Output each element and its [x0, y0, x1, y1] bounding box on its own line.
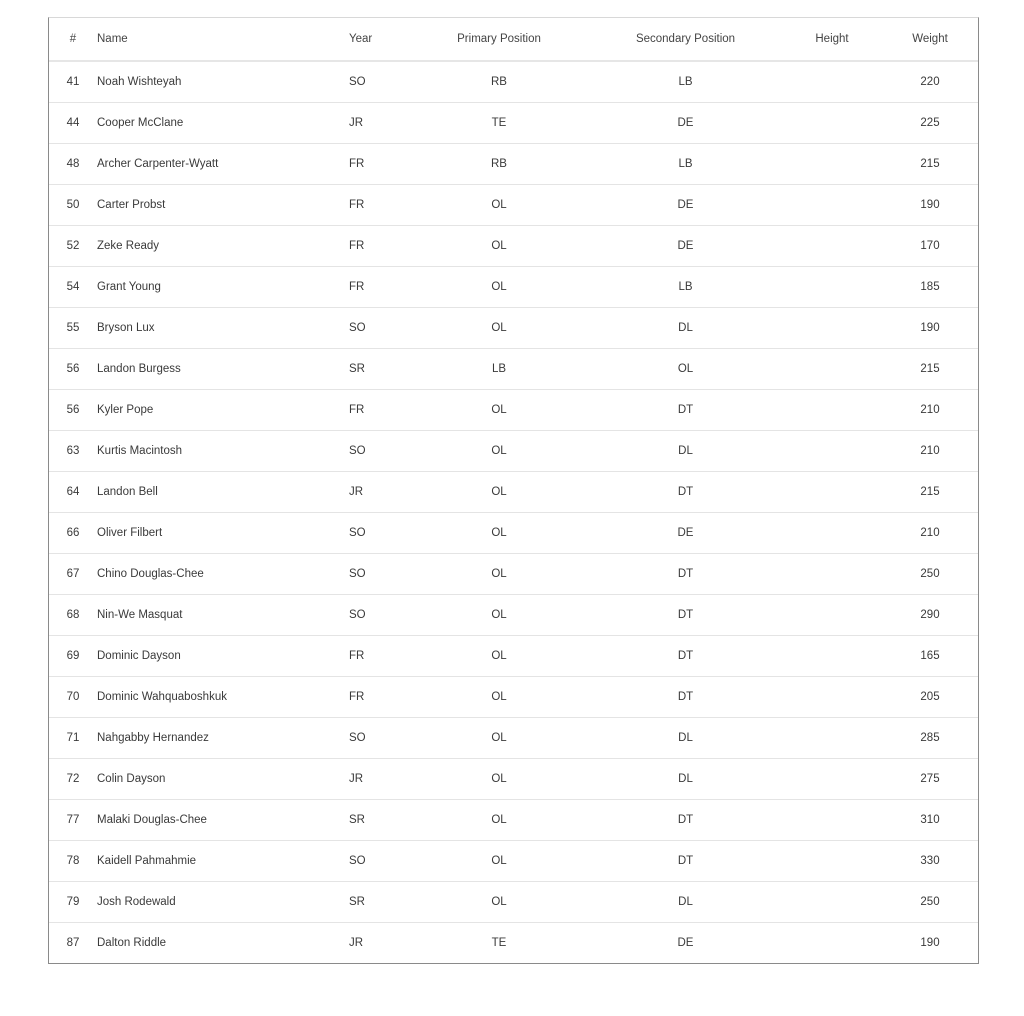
table-row [49, 513, 978, 554]
cell-height [782, 61, 882, 103]
cell-weight: 170 [882, 226, 978, 267]
cell-primary-position: OL [409, 595, 589, 636]
cell-height [782, 718, 882, 759]
cell-name: Zeke Ready [97, 226, 332, 267]
table-row [49, 185, 978, 226]
cell-height [782, 595, 882, 636]
cell-secondary-position: DE [589, 513, 782, 554]
cell-secondary-position: DE [589, 103, 782, 144]
cell-name: Kaidell Pahmahmie [97, 841, 332, 882]
cell-year: SO [332, 431, 409, 472]
cell-primary-position: OL [409, 513, 589, 554]
cell-name: Grant Young [97, 267, 332, 308]
cell-number: 68 [49, 595, 97, 636]
cell-weight: 330 [882, 841, 978, 882]
roster-table [49, 18, 978, 963]
cell-primary-position: OL [409, 677, 589, 718]
roster-table-container [48, 17, 979, 964]
cell-primary-position: RB [409, 61, 589, 103]
cell-secondary-position: DT [589, 800, 782, 841]
column-header-primary-position[interactable]: Primary Position [409, 18, 589, 61]
cell-height [782, 144, 882, 185]
cell-number: 67 [49, 554, 97, 595]
cell-height [782, 103, 882, 144]
table-row [49, 882, 978, 923]
cell-year: SO [332, 554, 409, 595]
table-row [49, 677, 978, 718]
cell-weight: 205 [882, 677, 978, 718]
table-row [49, 759, 978, 800]
cell-primary-position: OL [409, 472, 589, 513]
cell-weight: 210 [882, 390, 978, 431]
cell-year: FR [332, 267, 409, 308]
cell-number: 48 [49, 144, 97, 185]
cell-secondary-position: DT [589, 636, 782, 677]
cell-primary-position: OL [409, 554, 589, 595]
cell-number: 69 [49, 636, 97, 677]
header-row [49, 18, 978, 61]
cell-year: FR [332, 636, 409, 677]
cell-number: 71 [49, 718, 97, 759]
cell-height [782, 513, 882, 554]
cell-secondary-position: DE [589, 185, 782, 226]
cell-height [782, 800, 882, 841]
cell-weight: 215 [882, 472, 978, 513]
cell-year: FR [332, 144, 409, 185]
cell-secondary-position: LB [589, 267, 782, 308]
cell-primary-position: TE [491, 937, 507, 949]
cell-height [782, 923, 882, 964]
cell-name: Carter Probst [97, 185, 332, 226]
cell-name: Landon Bell [97, 472, 332, 513]
cell-name: Nahgabby Hernandez [97, 718, 332, 759]
cell-secondary-position: DT [589, 841, 782, 882]
cell-secondary-position: DL [589, 718, 782, 759]
cell-secondary-position: DE [677, 937, 694, 949]
cell-name: Nin-We Masquat [97, 595, 332, 636]
table-row [49, 103, 978, 144]
cell-year: SO [332, 308, 409, 349]
table-body [49, 61, 978, 963]
cell-weight: 215 [882, 144, 978, 185]
cell-primary-position: RB [409, 144, 589, 185]
column-header-secondary-position[interactable]: Secondary Position [589, 18, 782, 61]
cell-weight: 250 [882, 882, 978, 923]
cell-name: Dominic Wahquaboshkuk [97, 677, 332, 718]
cell-number: 55 [49, 308, 97, 349]
cell-number: 41 [49, 61, 97, 103]
cell-year: FR [332, 226, 409, 267]
cell-weight: 225 [882, 103, 978, 144]
table-row [49, 144, 978, 185]
table-row [49, 308, 978, 349]
cell-weight: 190 [882, 185, 978, 226]
cell-number: 56 [49, 349, 97, 390]
cell-name: Chino Douglas-Chee [97, 554, 332, 595]
cell-number: 72 [49, 759, 97, 800]
cell-primary-position: OL [409, 431, 589, 472]
table-row [49, 595, 978, 636]
cell-weight: 210 [882, 513, 978, 554]
cell-number: 63 [49, 431, 97, 472]
column-header-height[interactable]: Height [782, 18, 882, 61]
cell-secondary-position: DT [589, 595, 782, 636]
table-row [49, 636, 978, 677]
cell-name: Cooper McClane [97, 103, 332, 144]
cell-height [782, 841, 882, 882]
cell-year: SO [332, 595, 409, 636]
cell-number: 64 [49, 472, 97, 513]
cell-secondary-position: LB [589, 144, 782, 185]
cell-number: 54 [49, 267, 97, 308]
cell-weight: 290 [882, 595, 978, 636]
cell-height [782, 472, 882, 513]
table-row [49, 349, 978, 390]
cell-weight: 190 [920, 937, 940, 949]
cell-name: Josh Rodewald [97, 882, 332, 923]
cell-primary-position: OL [409, 267, 589, 308]
cell-number: 66 [49, 513, 97, 554]
cell-height [782, 759, 882, 800]
cell-secondary-position: DL [589, 431, 782, 472]
cell-primary-position: OL [409, 185, 589, 226]
cell-secondary-position: DT [589, 390, 782, 431]
cell-number: 50 [49, 185, 97, 226]
cell-primary-position: OL [409, 390, 589, 431]
cell-number: 56 [49, 390, 97, 431]
cell-year: SR [332, 800, 409, 841]
cell-weight: 285 [882, 718, 978, 759]
cell-height [782, 554, 882, 595]
cell-weight: 220 [882, 61, 978, 103]
cell-height [782, 267, 882, 308]
cell-number: 44 [49, 103, 97, 144]
cell-primary-position: OL [409, 636, 589, 677]
cell-weight: 185 [882, 267, 978, 308]
cell-height [782, 226, 882, 267]
table-row [49, 431, 978, 472]
cell-primary-position: OL [409, 759, 589, 800]
column-header-name[interactable]: Name [97, 18, 332, 61]
cell-secondary-position: LB [589, 61, 782, 103]
column-header-weight[interactable]: Weight [882, 18, 978, 61]
cell-name: Landon Burgess [97, 349, 332, 390]
cell-year: SO [332, 841, 409, 882]
table-row [49, 472, 978, 513]
cell-height [782, 431, 882, 472]
cell-primary-position: OL [409, 308, 589, 349]
cell-name: Dalton Riddle [97, 937, 167, 949]
cell-height [782, 308, 882, 349]
cell-secondary-position: DT [589, 472, 782, 513]
cell-weight: 215 [882, 349, 978, 390]
cell-primary-position: TE [409, 103, 589, 144]
cell-height [782, 882, 882, 923]
cell-weight: 310 [882, 800, 978, 841]
cell-number: 87 [66, 937, 80, 949]
cell-secondary-position: OL [589, 349, 782, 390]
cell-name: Kyler Pope [97, 390, 332, 431]
cell-name: Dominic Dayson [97, 636, 332, 677]
table-row [49, 267, 978, 308]
cell-year: FR [332, 185, 409, 226]
cell-year: SR [332, 349, 409, 390]
cell-primary-position: OL [409, 718, 589, 759]
table-row [49, 841, 978, 882]
cell-secondary-position: DT [589, 677, 782, 718]
table-row [49, 923, 978, 964]
cell-year: FR [332, 390, 409, 431]
table-header [49, 18, 978, 61]
cell-year: JR [349, 937, 364, 949]
cell-primary-position: OL [409, 882, 589, 923]
cell-secondary-position: DE [589, 226, 782, 267]
cell-number: 52 [49, 226, 97, 267]
cell-weight: 190 [882, 308, 978, 349]
cell-primary-position: OL [409, 226, 589, 267]
cell-weight: 210 [882, 431, 978, 472]
table-row [49, 61, 978, 103]
cell-primary-position: OL [409, 841, 589, 882]
cell-year: FR [332, 677, 409, 718]
cell-year: SR [332, 882, 409, 923]
cell-year: JR [332, 759, 409, 800]
cell-name: Colin Dayson [97, 759, 332, 800]
cell-height [782, 636, 882, 677]
column-header-year[interactable]: Year [332, 18, 409, 61]
table-row [49, 800, 978, 841]
cell-secondary-position: DL [589, 759, 782, 800]
table-row [49, 554, 978, 595]
cell-height [782, 677, 882, 718]
cell-primary-position: OL [409, 800, 589, 841]
cell-height [782, 349, 882, 390]
cell-name: Malaki Douglas-Chee [97, 800, 332, 841]
cell-secondary-position: DL [589, 882, 782, 923]
cell-height [782, 390, 882, 431]
cell-weight: 250 [882, 554, 978, 595]
table-row [49, 390, 978, 431]
cell-name: Oliver Filbert [97, 513, 332, 554]
table-row [49, 226, 978, 267]
cell-primary-position: LB [409, 349, 589, 390]
cell-number: 79 [49, 882, 97, 923]
cell-name: Noah Wishteyah [97, 61, 332, 103]
cell-year: JR [332, 472, 409, 513]
cell-weight: 165 [882, 636, 978, 677]
cell-year: JR [332, 103, 409, 144]
cell-name: Bryson Lux [97, 308, 332, 349]
cell-year: SO [332, 61, 409, 103]
cell-secondary-position: DL [589, 308, 782, 349]
table-row [49, 718, 978, 759]
cell-name: Kurtis Macintosh [97, 431, 332, 472]
cell-year: SO [332, 513, 409, 554]
cell-number: 77 [49, 800, 97, 841]
cell-year: SO [332, 718, 409, 759]
cell-height [782, 185, 882, 226]
cell-weight: 275 [882, 759, 978, 800]
cell-number: 78 [49, 841, 97, 882]
cell-number: 70 [49, 677, 97, 718]
cell-name: Archer Carpenter-Wyatt [97, 144, 332, 185]
column-header-number[interactable]: # [49, 18, 97, 61]
cell-secondary-position: DT [589, 554, 782, 595]
